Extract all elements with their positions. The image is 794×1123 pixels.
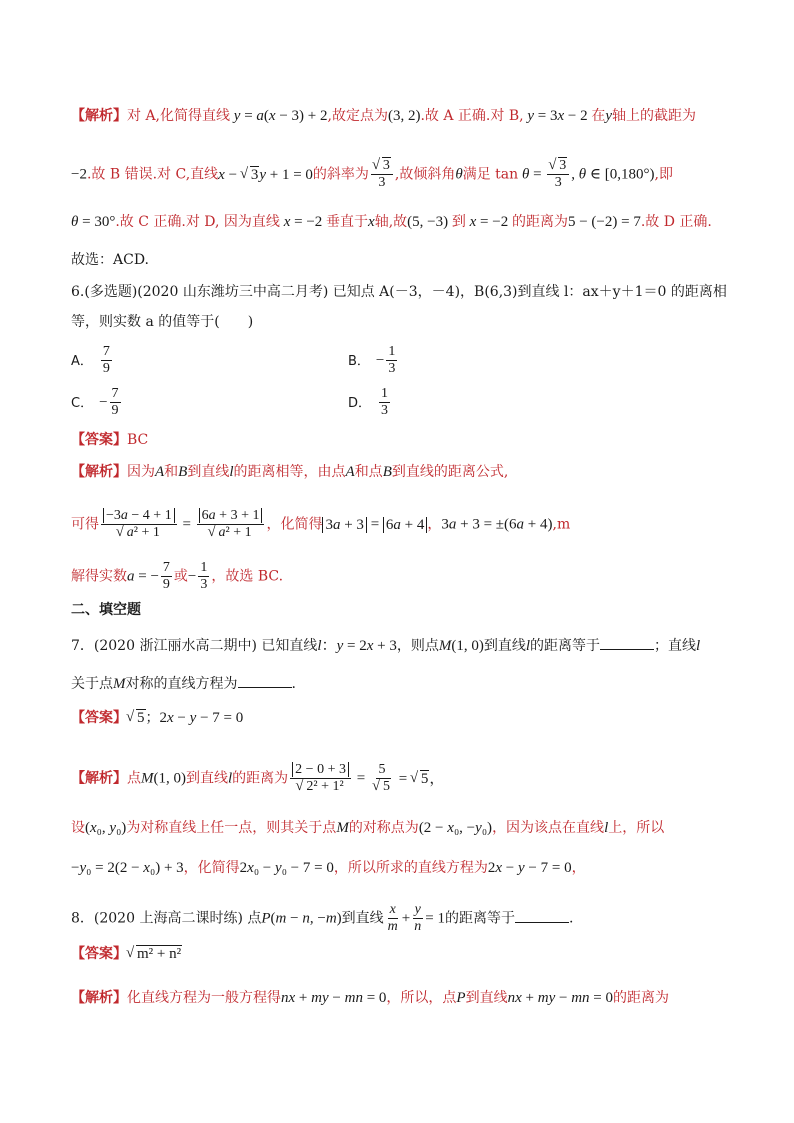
q6-option-a[interactable] [71, 344, 114, 377]
q6-text: 解得实数 [71, 568, 127, 585]
math: 3a + 3 = 6a + 4 [322, 517, 427, 533]
math: 2x − y − 7 = 0 [159, 710, 244, 726]
math: = 1 [425, 910, 445, 927]
math-fraction: √ $\frac{3}{3}$ [547, 158, 569, 191]
q7-text: 到直线 [483, 638, 526, 654]
fraction-num: 7 [111, 386, 119, 401]
q5-text: .故 A 正确.对 B, [420, 108, 524, 124]
q5-text: 垂直于 [326, 214, 369, 230]
q5-text: 的斜率为 [312, 166, 369, 183]
math: −y₀ = 2(2 − x₀) + 3 [71, 860, 184, 876]
math: 2x − y − 7 = 0 [487, 860, 572, 876]
math: y [605, 108, 613, 124]
q6-text: 和点 [354, 464, 383, 480]
math-fraction: $\frac{x}{m}$ [387, 902, 398, 934]
math: nx + my − mn = 0 [507, 990, 614, 1006]
option-fraction [101, 344, 112, 377]
q8-stem: 8．(2020 上海高二课时练) 点P(m − n, −m)到直线 $\frac{x}{m}$ + $\frac{y}{n}$ = 1的距离等于 . [71, 902, 574, 934]
q6-option-c[interactable] [71, 386, 123, 419]
q7-text: ，化简得 [183, 860, 240, 876]
q6-text: 和 [164, 464, 179, 480]
math: √ 5 [127, 710, 146, 726]
math: (2 − x₀, −y₀) [418, 820, 493, 836]
fraction-den: 3 [381, 403, 389, 418]
q6-option-b[interactable] [348, 344, 399, 377]
answer-tag: 【答案】 [71, 432, 127, 448]
fraction-num: 1 [388, 344, 396, 359]
option-fraction [110, 386, 121, 419]
math: 5 − (−2) = 7 [567, 214, 641, 230]
math: θ [455, 166, 463, 183]
answer-tag: 【答案】 [71, 946, 127, 962]
q6-analysis-line-1 [71, 462, 508, 482]
math-fraction: 5 √ 5 [371, 762, 393, 795]
option-sign: − [375, 352, 385, 369]
q6-text: ，化简得 [266, 516, 323, 533]
q7-stem-line-1 [71, 636, 700, 656]
q6-analysis-line-2 [71, 508, 570, 541]
q6-text: ,m [552, 516, 571, 533]
fraction-num: 7 [102, 344, 110, 359]
math: x [368, 214, 375, 230]
math-fraction: √ $\frac{3}{3}$ [371, 158, 393, 191]
math-fraction: −3a − 4 + 1 √ a² + 1 [101, 508, 177, 541]
q5-text: 轴,故 [374, 214, 408, 230]
math-fraction: $\frac{1}{3}$ [200, 560, 208, 592]
math-fraction: $\frac{y}{n}$ [414, 902, 422, 934]
math: l [317, 638, 322, 654]
answer-tag: 【答案】 [71, 710, 127, 726]
q6-text: 到直线 [187, 464, 230, 480]
q6-text: 或 [173, 568, 188, 585]
fraction-den: 3 [388, 361, 396, 376]
q7-answer [71, 708, 243, 728]
answer-blank[interactable] [600, 649, 654, 650]
math: y = a(x − 3) + 2 [233, 108, 328, 124]
q5-text: 对 A,化简得直线 [127, 108, 231, 124]
q6-text: 的距离相等，由点 [233, 464, 346, 480]
q8-text: ，所以，点 [386, 990, 457, 1006]
q5-analysis-line-2 [71, 158, 673, 191]
q6-option-d[interactable] [348, 386, 392, 419]
q6-text: ，故选 BC. [211, 568, 284, 585]
q6-answer [71, 430, 148, 450]
math-fraction: 2 − 0 + 3 √ 2² + 1² [290, 762, 351, 795]
q6-analysis-line-3 [71, 560, 283, 593]
q5-analysis-line-3 [71, 212, 712, 232]
q6-text: 因为 [127, 464, 155, 480]
option-label: A． [71, 353, 93, 369]
math: x = −2 [283, 214, 327, 230]
q6-answer-value: BC [127, 432, 149, 448]
q7-text: 为对称直线上任一点，则其关于点 [126, 820, 337, 836]
fraction-num: 1 [381, 386, 389, 401]
math: 2x₀ − y₀ − 7 = 0 [239, 860, 334, 876]
math: P [456, 990, 466, 1006]
math: θ = 30° [71, 214, 116, 230]
fraction-den: 9 [102, 361, 110, 376]
q7-text: 的对称点为 [348, 820, 419, 836]
analysis-tag: 【解析】 [71, 464, 127, 480]
math: + [401, 910, 411, 927]
q5-text: .故 D 正确. [640, 214, 712, 230]
q5-text: 满足 tan [462, 166, 519, 183]
q5-text: .故 B 错误.对 C,直线 [86, 166, 219, 183]
math: −2 [71, 166, 87, 183]
math: x − √ 3y + 1 = 0 [218, 167, 313, 183]
q5-choose: 故选：ACD. [71, 252, 149, 268]
q5-text: 轴上的截距为 [612, 108, 697, 124]
q6-stem-line-1: 6.(多选题)(2020 山东潍坊三中高二月考) 已知点 A(－3，－4)，B(6,3)到直线 l：ax＋y＋1＝0 的距离相 [71, 284, 727, 300]
math: P(m − n, −m) [261, 910, 342, 927]
q8-analysis [71, 988, 669, 1008]
math: B [382, 464, 392, 480]
option-label: B． [348, 353, 370, 369]
math: = √ 5， [395, 771, 444, 787]
math: (x₀, y₀) [85, 820, 127, 836]
math: M(1, 0) [141, 770, 186, 787]
q7-text: 的距离等于 [530, 638, 601, 654]
q7-text: 设 [71, 820, 85, 836]
q7-text: ；直线 [654, 638, 697, 654]
analysis-tag: 【解析】 [71, 770, 127, 787]
q7-analysis-line-1 [71, 762, 444, 795]
q7-text: 的距离为 [232, 770, 289, 787]
q7-text: ，所以所求的直线方程为 [333, 860, 488, 876]
math: l [229, 464, 234, 480]
math: M [336, 820, 349, 836]
math: l [525, 638, 531, 654]
q5-text: .故 C 正确.对 D, 因为直线 [115, 214, 280, 230]
q8-text: 到直线 [465, 990, 508, 1006]
q7-analysis-line-3 [71, 858, 586, 878]
q5-text: 在 [591, 108, 606, 124]
q6-stem-line-2: 等，则实数 a 的值等于( ) [71, 314, 254, 330]
q7-text: ，则点 [396, 638, 439, 654]
math: x = −2 [469, 214, 512, 230]
option-label: D． [348, 395, 372, 411]
q8-answer [71, 944, 182, 964]
q5-analysis-line-1 [71, 106, 696, 126]
math: (3, 2) [387, 108, 421, 124]
q7-text: 上，所以 [608, 820, 665, 836]
q5-text: 的距离为 [511, 214, 568, 230]
math: √ m² + n² [127, 946, 182, 962]
q7-text: 到直线 [186, 770, 228, 787]
math: = [178, 516, 195, 533]
section-heading: 二、填空题 [71, 602, 141, 618]
q7-text: ，因为该点在直线 [492, 820, 605, 836]
q7-analysis-line-2 [71, 818, 664, 838]
math: B [178, 464, 188, 480]
q5-text: 到 [451, 214, 466, 230]
q8-text: 8．(2020 上海高二课时练) 点 [71, 910, 262, 927]
math: , θ ∈ [0,180°) [571, 166, 655, 183]
q8-text: 的距离等于 [444, 910, 515, 927]
answer-blank[interactable] [515, 922, 569, 923]
math: y = 3x − 2 [527, 108, 592, 124]
q8-text: 的距离为 [613, 990, 670, 1006]
analysis-tag: 【解析】 [71, 108, 127, 124]
q6-text: ， [427, 516, 442, 533]
q8-text: 到直线 [341, 910, 384, 927]
math: − [187, 568, 197, 585]
option-label: C． [71, 395, 94, 411]
answer-blank[interactable] [238, 687, 292, 688]
q7-text: 点 [127, 770, 141, 787]
fraction-den: 9 [111, 403, 119, 418]
math: = [352, 770, 369, 787]
q7-text: 关于点 [71, 676, 113, 692]
q5-text: ,故定点为 [327, 108, 388, 124]
q6-text: 到直线的距离公式, [391, 464, 509, 480]
math: θ = [521, 166, 546, 183]
math: A [345, 464, 355, 480]
q6-text: 可得 [71, 516, 99, 533]
math: nx + my − mn = 0 [281, 990, 387, 1006]
math: A [155, 464, 165, 480]
math: 3a + 3 = ±(6a + 4) [441, 516, 553, 533]
q8-text: 化直线方程为一般方程得 [127, 990, 281, 1006]
q7-text: 对称的直线方程为 [125, 676, 238, 692]
q7-text: ， [571, 860, 586, 876]
math-fraction: 6a + 3 + 1 √ a² + 1 [197, 508, 265, 541]
math: l [604, 820, 609, 836]
option-fraction [386, 344, 397, 377]
analysis-tag: 【解析】 [71, 990, 127, 1006]
q7-text: ； [145, 710, 160, 726]
math-fraction: $\frac{7}{9}$ [162, 560, 170, 592]
option-sign: − [99, 394, 108, 411]
math: ：y = 2x + 3 [321, 638, 397, 654]
math: l [228, 770, 233, 787]
math: M [113, 676, 126, 692]
math: l [696, 638, 701, 654]
q5-text: ,即 [654, 166, 673, 183]
q7-text: 7．(2020 浙江丽水高二期中) 已知直线 [71, 638, 318, 654]
q7-stem-line-2: 关于点M对称的直线方程为 . [71, 676, 296, 692]
math: (5, −3) [407, 214, 452, 230]
math: M(1, 0) [438, 638, 484, 654]
option-fraction [379, 386, 390, 419]
math: a = − [127, 568, 159, 585]
q5-text: ,故倾斜角 [394, 166, 456, 183]
